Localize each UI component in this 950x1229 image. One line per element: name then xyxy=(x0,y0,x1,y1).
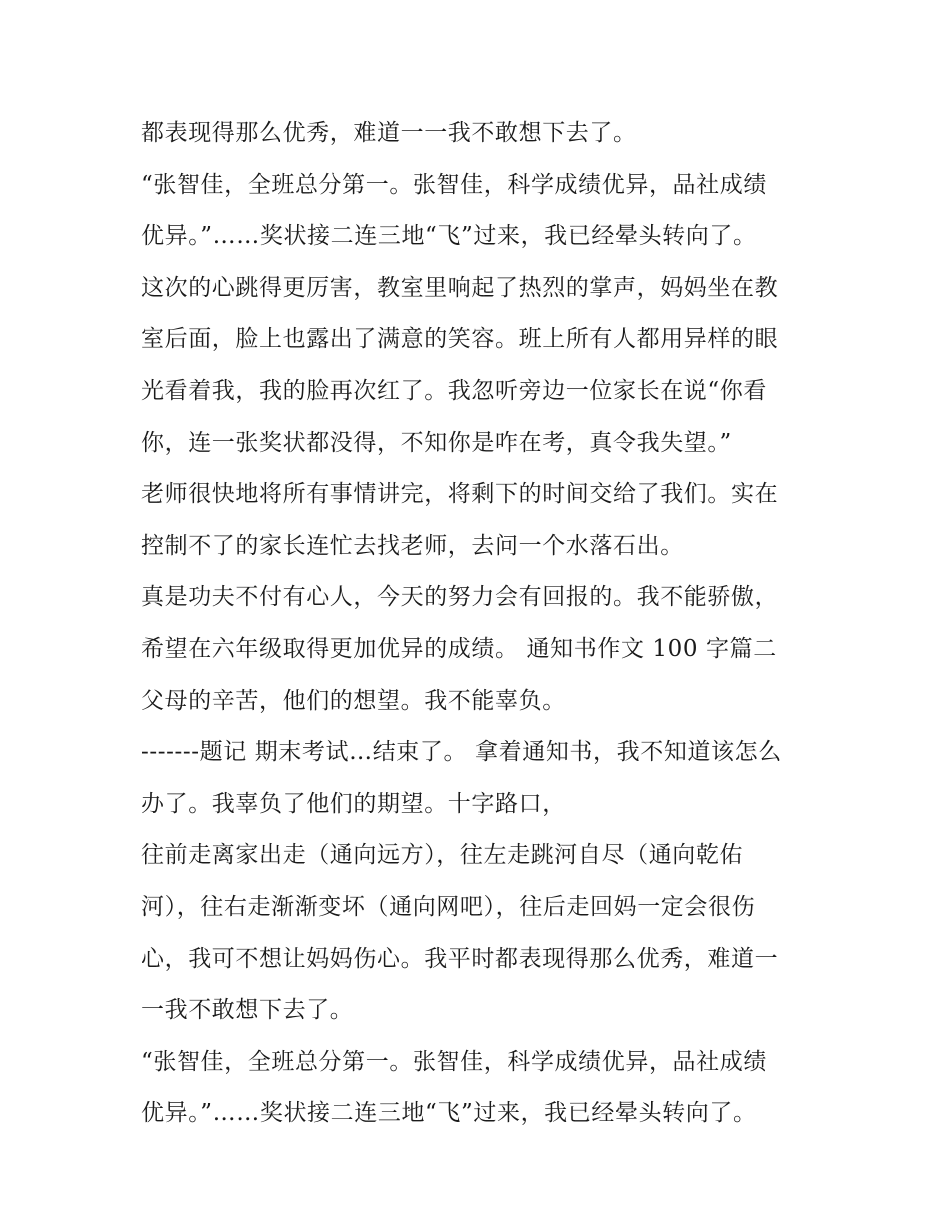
text-line: 一我不敢想下去了。 xyxy=(141,997,354,1024)
text-line: 心，我可不想让妈妈伤心。我平时都表现得那么优秀，难道一 xyxy=(141,945,779,972)
text-line: -------题记 期末考试…结束了。 拿着通知书，我不知道该怎么 xyxy=(141,739,782,766)
text-line: 优异。”……奖状接二连三地“飞”过来，我已经晕头转向了。 xyxy=(141,1100,757,1127)
text-line: 河），往右走渐渐变坏（通向网吧），往后走回妈一定会很伤 xyxy=(141,893,756,920)
text-line: 都表现得那么优秀，难道一一我不敢想下去了。 xyxy=(141,120,637,146)
text-line: 优异。”……奖状接二连三地“飞”过来，我已经晕头转向了。 xyxy=(141,223,757,250)
text-line: 真是功夫不付有心人，今天的努力会有回报的。我不能骄傲， xyxy=(141,584,779,611)
text-line: 控制不了的家长连忙去找老师，去问一个水落石出。 xyxy=(141,532,684,559)
text-line: 父母的辛苦，他们的想望。我不能辜负。 xyxy=(141,687,566,714)
text-line: 往前走离家出走（通向远方），往左走跳河自尽（通向乾佑 xyxy=(141,842,744,869)
text-line: 希望在六年级取得更加优异的成绩。 通知书作文 100 字篇二 xyxy=(141,635,777,662)
text-line: 老师很快地将所有事情讲完，将剩下的时间交给了我们。实在 xyxy=(141,481,779,508)
text-line: 办了。我辜负了他们的期望。十字路口， xyxy=(141,790,566,817)
text-line: 这次的心跳得更厉害，教室里响起了热烈的掌声，妈妈坐在教 xyxy=(141,274,779,301)
text-line: 你，连一张奖状都没得，不知你是咋在考，真令我失望。” xyxy=(141,429,732,456)
body-text xyxy=(141,108,821,1140)
text-line: 室后面，脸上也露出了满意的笑容。班上所有人都用异样的眼 xyxy=(141,326,779,353)
text-line: 光看着我，我的脸再次红了。我忽听旁边一位家长在说“你看 xyxy=(141,377,767,404)
text-line: “张智佳，全班总分第一。张智佳，科学成绩优异，品社成绩 xyxy=(141,1048,767,1075)
text-line: “张智佳，全班总分第一。张智佳，科学成绩优异，品社成绩 xyxy=(141,171,767,198)
